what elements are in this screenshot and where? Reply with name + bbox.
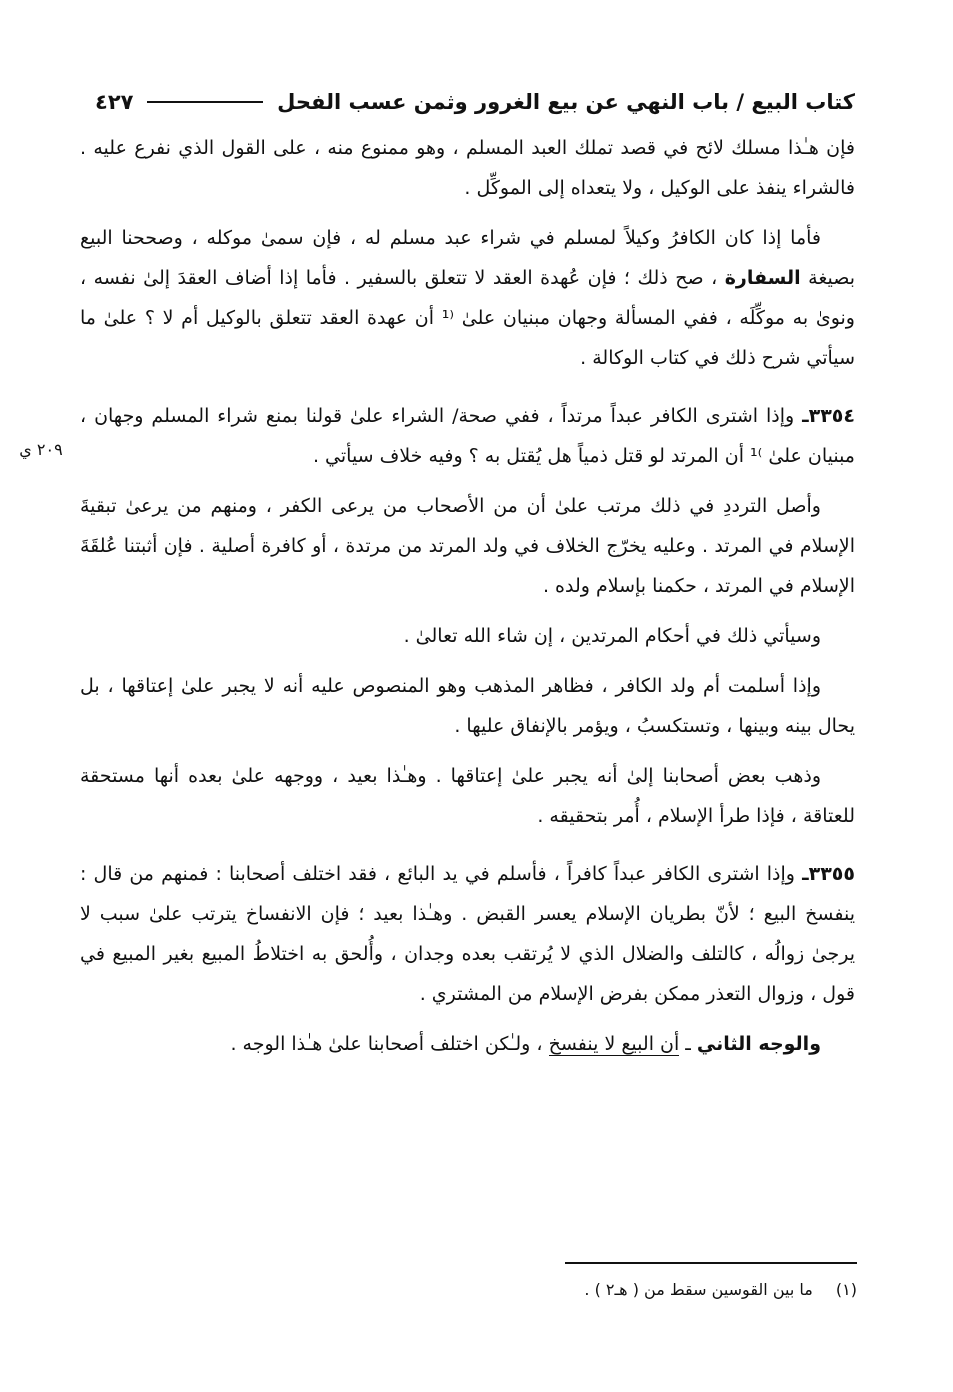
paragraph-3354-text: وإذا اشترى الكافر عبداً مرتداً ، ففي صحة/ الشراء علىٰ قولنا بمنع شراء المسلم وجهان ، مبنيان علىٰ ⁾¹ أن المرتد لو قتل ذمياً هل يُقتل به ؟ وفيه خلاف سيأتي . xyxy=(80,405,855,467)
paragraph-9-bold-lead: والوجه الثاني xyxy=(696,1033,821,1055)
footnote xyxy=(157,1280,857,1299)
paragraph-3354 xyxy=(80,396,855,476)
header-title: كتاب البيع / باب النهي عن بيع الغرور وثمن عسب الفحل xyxy=(277,90,855,114)
paragraph-3355 xyxy=(80,854,855,1014)
paragraph-2-part-a: فأما إذا كان الكافرُ وكيلاً لمسلم في شراء عبد مسلم له ، فإن سمىٰ موكله ، وصححنا البيع بصيغة xyxy=(80,227,856,289)
paragraph-9-dash: ـ xyxy=(679,1033,697,1055)
body-text xyxy=(80,128,855,1064)
paragraph-9-rest: ، ولـٰكن اختلف أصحابنا علىٰ هـٰذا الوجه . xyxy=(230,1033,549,1055)
paragraph-5: وسيأتي ذلك في أحكام المرتدين ، إن شاء الله تعالىٰ . xyxy=(403,625,821,647)
section-number-3354: ٣٣٥٤ـ xyxy=(802,405,855,427)
running-header xyxy=(95,82,855,122)
paragraph-3355-text: وإذا اشترى الكافر عبداً كافراً ، فأسلم في يد البائع ، فقد اختلف أصحابنا : فمنهم من قال : ينفسخ البيع ؛ لأنّ بطريان الإسلام يعسر القبض . وهـٰذا بعيد ؛ فإن الانفساخ يترتب علىٰ سبب لا يرجىٰ زوالُه ، كالتلف والضلال الذي لا يُرتقب بعده وجدان ، وأُلحق به اختلاطُ المبيع بغير المبيع في قول ، وزوال التعذر ممكن بفرض الإسلام من المشتري . xyxy=(80,863,855,1005)
paragraph-7: وذهب بعض أصحابنا إلىٰ أنه يجبر علىٰ إعتاقها . وهـٰذا بعيد ، ووجهه علىٰ بعده أنها مستحقة للعتاقة ، فإذا طرأ الإسلام ، أُمر بتحقيقه . xyxy=(80,765,855,827)
paragraph-4: وأصل الترددِ في ذلك مرتب علىٰ أن من الأصحاب من يرعى الكفر ، ومنهم من يرعىٰ تبقيةَ الإسلام في المرتد . وعليه يخرّج الخلاف في ولد المرتد من مرتدة ، أو كافرة أصلية . فإن أثبتنا عُلقَةَ الإسلام في المرتد ، حكمنا بإسلام ولده . xyxy=(80,495,855,597)
section-number-3355: ٣٣٥٥ـ xyxy=(802,863,855,885)
margin-note: ٢٠٩ ي xyxy=(19,440,63,459)
paragraph-9-underlined: أن البيع لا ينفسخ xyxy=(548,1033,680,1055)
footnote-rule xyxy=(565,1262,857,1264)
paragraph-2-part-b: ، صح ذلك ؛ فإن عُهدة العقد لا تتعلق بالسفير . فأما إذا أضاف العقدَ إلىٰ نفسه ، ونوىٰ به موكِّلَه ، ففي المسألة وجهان مبنيان علىٰ ⁽¹ أن عهدة العقد تتعلق بالوكيل أم لا ؟ علىٰ ما سيأتي شرح ذلك في كتاب الوكالة . xyxy=(80,267,855,369)
footnote-marker: (١) xyxy=(835,1280,857,1299)
header-rule xyxy=(147,101,263,103)
paragraph-2-bold-term: السفارة xyxy=(724,267,801,289)
paragraph-6: وإذا أسلمت أم ولد الكافر ، فظاهر المذهب وهو المنصوص عليه أنه لا يجبر علىٰ إعتاقها ، بل يحال بينه وبينها ، وتستكسبُ ، ويؤمر بالإنفاق عليها . xyxy=(80,675,855,737)
footnote-text: ما بين القوسين سقط من ( هـ٢ ) . xyxy=(584,1280,813,1299)
paragraph-1: فإن هـٰذا مسلك لائح في قصد تملك العبد المسلم ، وهو ممنوع منه ، على القول الذي نفرع عليه . فالشراء ينفذ على الوكيل ، ولا يتعداه إلى الموكِّل . xyxy=(80,137,855,199)
paragraph-9 xyxy=(80,1024,855,1064)
page-number: ٤٢٧ xyxy=(95,90,134,114)
paragraph-2 xyxy=(80,218,855,378)
